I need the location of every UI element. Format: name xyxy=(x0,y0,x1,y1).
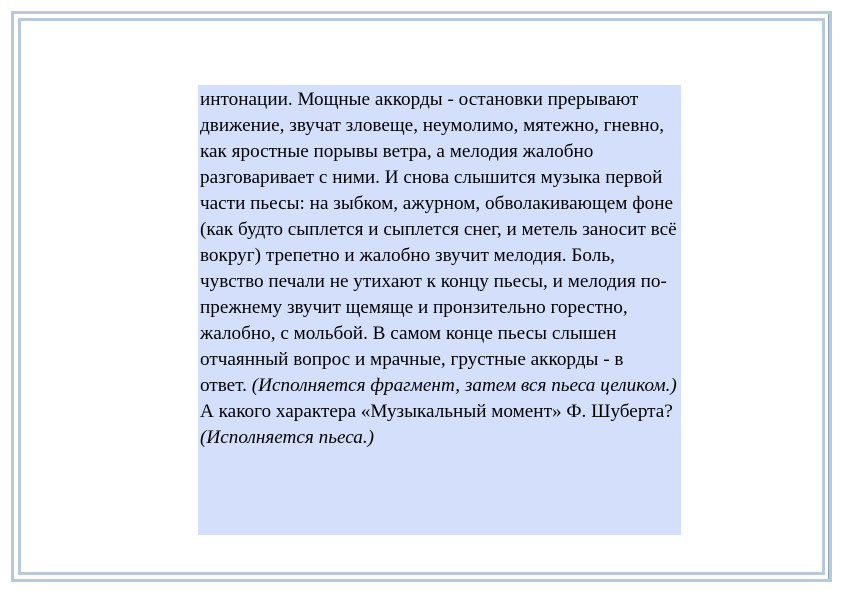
question-text: А какого характера «Музыкальный момент» Ф. Шуберта? xyxy=(200,401,673,422)
paragraph-main-tail: ответ. xyxy=(200,375,247,396)
paragraph-main-text: интонации. Мощные аккорды - остановки прерывают движение, звучат зловеще, неумолимо, мятежно, гневно, как яростные порывы ветра, а мелодия жалобно разговаривает с ними. И снова слышится музыка первой части пьесы: на зыбком, ажурном, обволакивающем фоне (как будто сыплется и сыплется снег, и метель заносит всё вокруг) трепетно и жалобно звучит мелодия. Боль, чувство печали не утихают к концу пьесы, и мелодия по-прежнему звучит щемяще и пронзительно горестно, жалобно, с мольбой. В самом конце пьесы слышен отчаянный вопрос и мрачные, грустные аккорды - в xyxy=(200,89,677,370)
paragraph-main xyxy=(200,87,677,399)
performance-note-piece: (Исполняется пьеса.) xyxy=(200,427,375,448)
paragraph-question xyxy=(200,399,677,451)
highlighted-text-box xyxy=(198,85,681,535)
performance-note-fragment: (Исполняется фрагмент, затем вся пьеса целиком.) xyxy=(251,375,677,396)
